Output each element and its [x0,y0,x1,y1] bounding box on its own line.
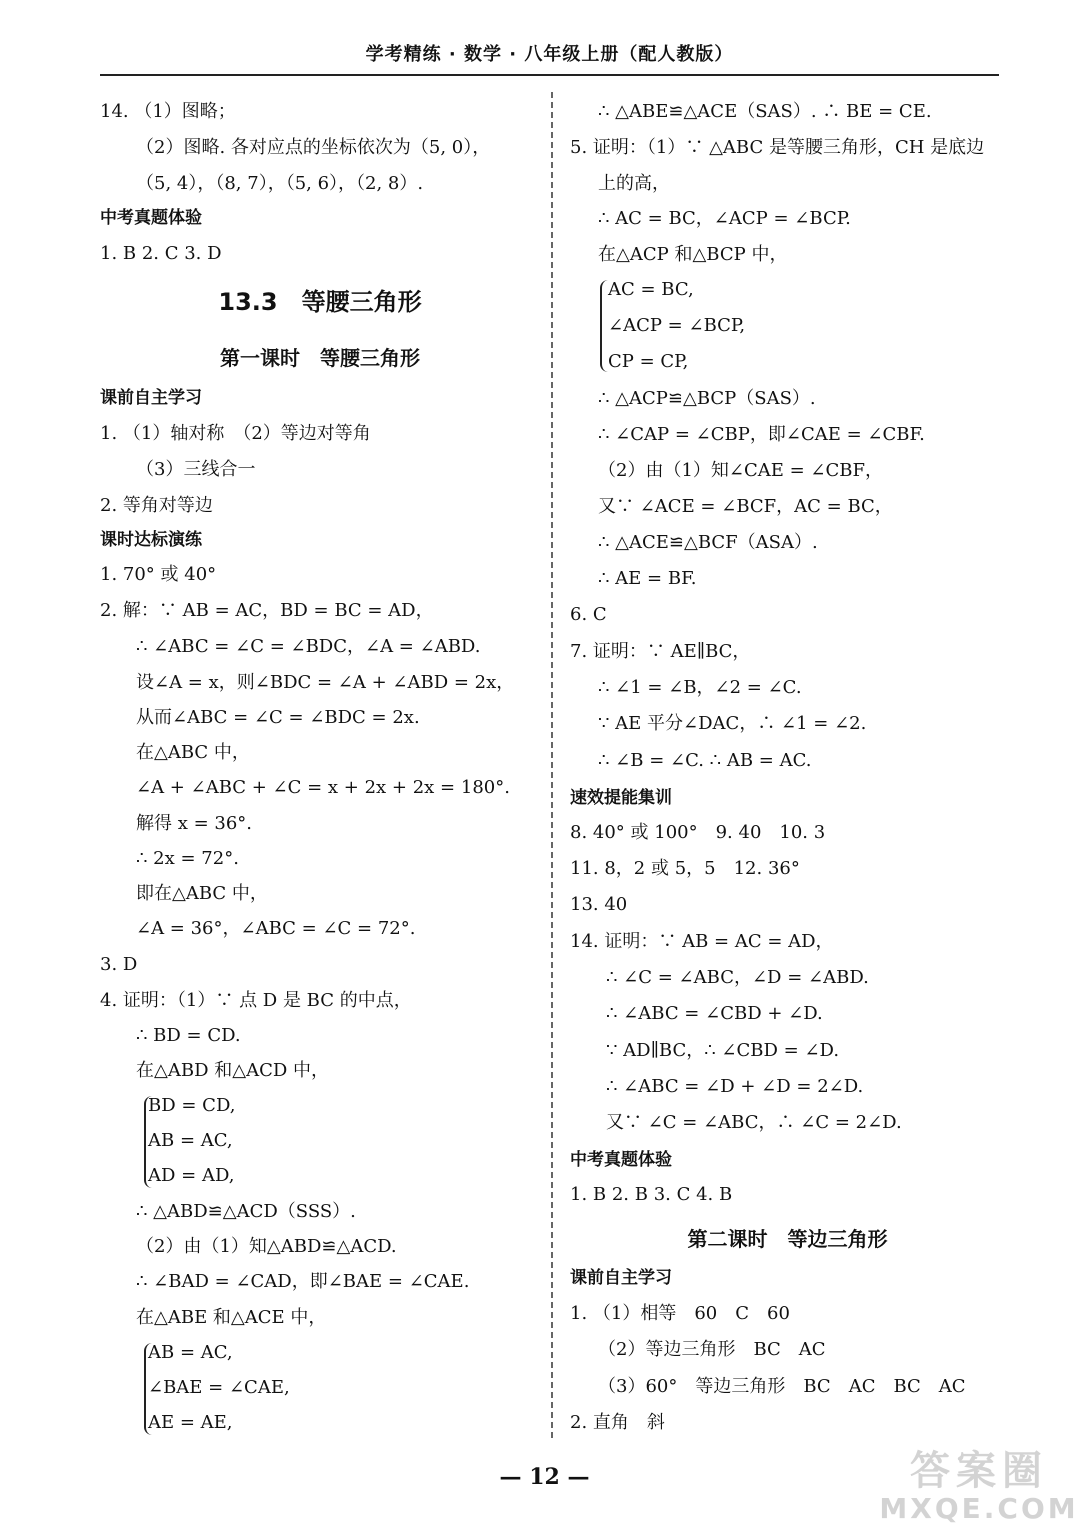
section-heading: 中考真题体验 [570,1150,672,1170]
text-line: 在△ABE 和△ACE 中， [136,1307,327,1328]
text-line: 即在△ABC 中， [136,883,268,904]
column-divider [551,92,553,1438]
text-line: 5. 证明：（1）∵ △ABC 是等腰三角形，CH 是底边 [570,137,985,158]
text-line: AE = AE, [148,1412,233,1433]
text-line: 11. 8，2 或 5，5 12. 36° [570,858,800,879]
text-line: 在△ABC 中， [136,742,250,763]
section-heading: 课前自主学习 [570,1268,672,1288]
text-line: ∴ △ABD≌△ACD（SSS）. [136,1201,356,1222]
text-line: ∴ △ACP≌△BCP（SAS）. [598,388,816,409]
text-line: ∴ ∠ABC = ∠D + ∠D = 2∠D. [606,1076,864,1097]
text-line: ∵ AD∥BC，∴ ∠CBD = ∠D. [606,1040,840,1061]
text-line: 设∠A = x，则∠BDC = ∠A + ∠ABD = 2x， [136,672,515,693]
text-line: （2）由（1）知∠CAE = ∠CBF， [598,460,883,481]
text-line: 3. D [100,954,138,975]
watermark-url: MXQE.COM [879,1492,1079,1525]
watermark-logo [879,1448,1079,1528]
lesson-title: 第二课时 等边三角形 [687,1227,888,1251]
text-line: 13. 40 [570,894,628,915]
chapter-title: 13.3 等腰三角形 [218,288,422,316]
text-line: 14. （1）图略； [100,101,236,122]
text-line: （2）图略. 各对应点的坐标依次为（5, 0）， [136,137,491,158]
text-line: （3）60° 等边三角形 BC AC BC AC [598,1376,966,1397]
text-line: 1. B 2. B 3. C 4. B [570,1184,733,1205]
section-heading: 中考真题体验 [100,208,202,228]
text-line: （5, 4），（8, 7），（5, 6），（2, 8）. [136,173,424,194]
text-line: 上的高， [598,173,670,194]
text-line: AC = BC, [608,279,694,300]
text-line: AB = AC, [148,1130,233,1151]
text-line: ∠A = 36°，∠ABC = ∠C = 72°. [136,918,416,939]
text-line: 1. （1）相等 60 C 60 [570,1303,790,1324]
text-line: ∴ ∠B = ∠C. ∴ AB = AC. [598,750,812,771]
watermark-text: 答案圈 [910,1448,1048,1494]
text-line: ∠BAE = ∠CAE, [148,1377,290,1398]
text-line: ∴ ∠ABC = ∠C = ∠BDC，∠A = ∠ABD. [136,636,481,657]
text-line: （2）等边三角形 BC AC [598,1339,826,1360]
running-header: 学考精练 · 数学 · 八年级上册（配人教版） [100,36,999,76]
section-heading: 课时达标演练 [100,530,202,550]
text-line: 又∵ ∠ACE = ∠BCF，AC = BC， [598,496,893,517]
text-line: 1. 70° 或 40° [100,564,217,585]
text-line: （3）三线合一 [136,459,256,480]
page-number: — 12 — [499,1464,590,1490]
text-line: ∴ ∠C = ∠ABC，∠D = ∠ABD. [606,967,869,988]
text-line: 在△ACP 和△BCP 中， [598,244,788,265]
text-line: ∴ △ACE≌△BCF（ASA）. [598,532,818,553]
text-line: CP = CP, [608,351,689,372]
text-line: ∵ AE 平分∠DAC，∴ ∠1 = ∠2. [598,713,867,734]
text-line: ∴ 2x = 72°. [136,848,239,869]
section-heading: 速效提能集训 [570,788,672,808]
section-heading: 课前自主学习 [100,388,202,408]
text-line: 14. 证明：∵ AB = AC = AD， [570,931,834,952]
text-line: 2. 解：∵ AB = AC，BD = BC = AD， [100,600,434,621]
text-line: 解得 x = 36°. [136,813,253,834]
text-line: 在△ABD 和△ACD 中， [136,1060,329,1081]
text-line: ∴ AE = BF. [598,568,697,589]
text-line: ∴ ∠ABC = ∠CBD + ∠D. [606,1003,823,1024]
text-line: ∴ BD = CD. [136,1025,241,1046]
text-line: BD = CD, [148,1095,236,1116]
lesson-title: 第一课时 等腰三角形 [220,346,420,370]
text-line: AB = AC, [148,1342,233,1363]
text-line: 1. B 2. C 3. D [100,243,222,264]
text-line: 又∵ ∠C = ∠ABC，∴ ∠C = 2∠D. [606,1112,902,1133]
text-line: 7. 证明：∵ AE∥BC， [570,641,751,662]
text-line: 6. C [570,604,607,625]
text-line: AD = AD, [148,1165,235,1186]
text-line: 4. 证明：（1）∵ 点 D 是 BC 的中点， [100,990,412,1011]
text-line: ∴ ∠BAD = ∠CAD，即∠BAE = ∠CAE. [136,1271,470,1292]
text-line: 8. 40° 或 100° 9. 40 10. 3 [570,822,826,843]
text-line: ∴ AC = BC，∠ACP = ∠BCP. [598,208,851,229]
text-line: ∠ACP = ∠BCP, [608,315,746,336]
text-line: ∴ ∠1 = ∠B，∠2 = ∠C. [598,677,802,698]
text-line: ∴ △ABE≌△ACE（SAS）. ∴ BE = CE. [598,101,932,122]
text-line: ∴ ∠CAP = ∠CBP，即∠CAE = ∠CBF. [598,424,925,445]
text-line: ∠A + ∠ABC + ∠C = x + 2x + 2x = 180°. [136,777,510,798]
text-line: 2. 等角对等边 [100,495,213,516]
text-line: 1. （1）轴对称 （2）等边对等角 [100,423,371,444]
text-line: （2）由（1）知△ABD≌△ACD. [136,1236,397,1257]
text-line: 2. 直角 斜 [570,1412,665,1433]
text-line: 从而∠ABC = ∠C = ∠BDC = 2x. [136,707,420,728]
